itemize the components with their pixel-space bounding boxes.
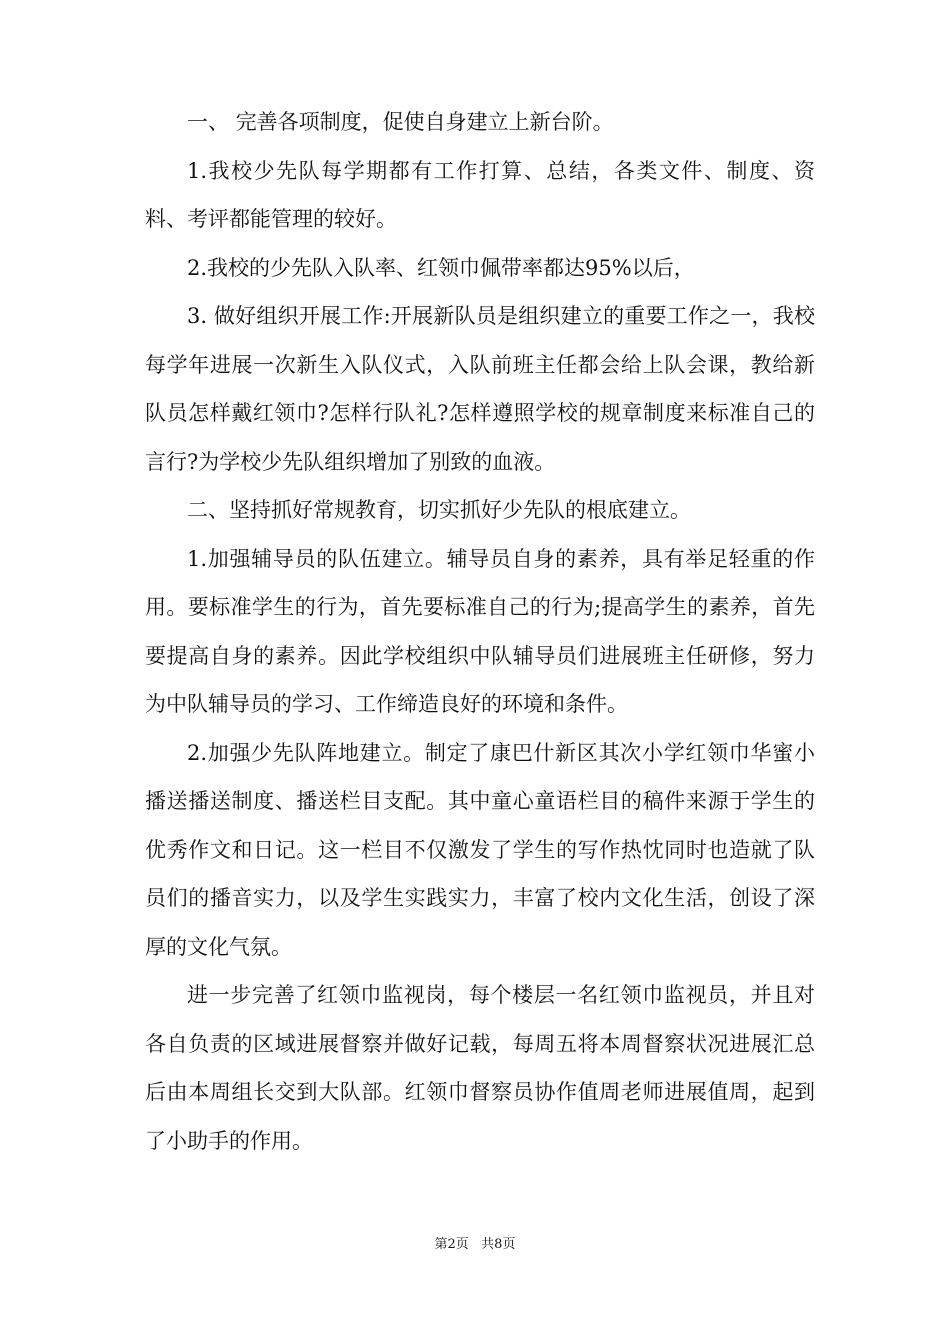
document-body <box>145 98 815 1165</box>
paragraph-section-two-heading: 二、坚持抓好常规教育，切实抓好少先队的根底建立。 <box>187 498 691 522</box>
paragraph-item-2-broadcast: 2.加强少先队阵地建立。制定了康巴什新区其次小学红领巾华蜜小播送播送制度、播送栏目支配。其中童心童语栏目的稿件来源于学生的优秀作文和日记。这一栏目不仅激发了学生的写作热忱同时也造就了队员们的播音实力，以及学生实践实力，丰富了校内文化生活，创设了深厚的文化气氛。 <box>145 740 815 959</box>
page-number-footer: 第2页 共8页 <box>434 1237 516 1252</box>
paragraph-section-one-heading: 一、 完善各项制度，促使自身建立上新台阶。 <box>187 110 614 134</box>
paragraph-item-1-counselors: 1.加强辅导员的队伍建立。辅导员自身的素养，具有举足轻重的作用。要标准学生的行为，首先要标准自己的行为;提高学生的素养，首先要提高自身的素养。因此学校组织中队辅导员们进展班主任研修，努力为中队辅导员的学习、工作缔造良好的环境和条件。 <box>145 546 815 716</box>
paragraph-item-3-organization: 3. 做好组织开展工作:开展新队员是组织建立的重要工作之一，我校每学年进展一次新生入队仪式，入队前班主任都会给上队会课，教给新队员怎样戴红领巾?怎样行队礼?怎样遵照学校的规章制度来标准自己的言行?为学校少先队组织增加了别致的血液。 <box>145 304 815 474</box>
paragraph-supervision: 进一步完善了红领巾监视岗，每个楼层一名红领巾监视员，并且对各自负责的区域进展督察并做好记载，每周五将本周督察状况进展汇总后由本周组长交到大队部。红领巾督察员协作值周老师进展值周，起到了小助手的作用。 <box>145 983 815 1153</box>
paragraph-item-2-rate: 2.我校的少先队入队率、红领巾佩带率都达95%以后， <box>187 255 695 280</box>
paragraph-item-1-plans: 1.我校少先队每学期都有工作打算、总结，各类文件、制度、资料、考评都能管理的较好。 <box>145 158 815 231</box>
